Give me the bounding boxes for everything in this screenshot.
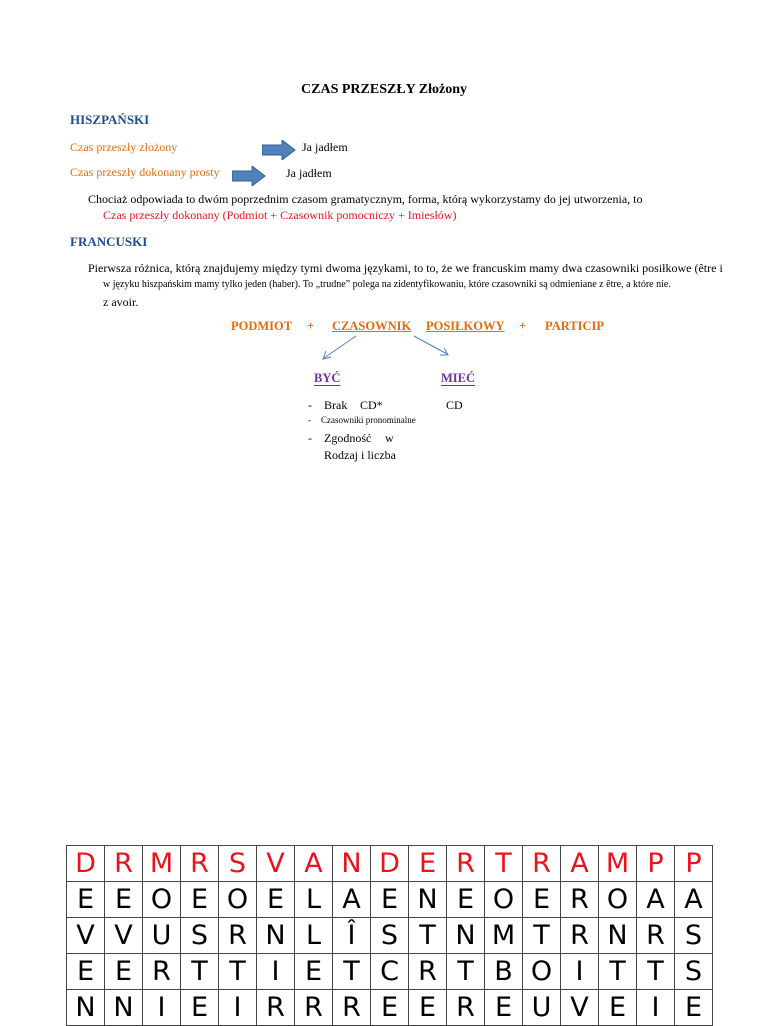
grid-cell: U	[523, 990, 561, 1026]
french-heading: FRANCUSKI	[70, 234, 148, 249]
grid-cell: E	[67, 882, 105, 918]
formula-plus: +	[307, 319, 315, 333]
byc-item-3-b: w	[385, 431, 394, 445]
grid-cell: R	[637, 918, 675, 954]
grid-cell: E	[447, 882, 485, 918]
grid-cell: O	[219, 882, 257, 918]
grid-cell: T	[409, 918, 447, 954]
grid-cell: T	[333, 954, 371, 990]
grid-cell: R	[143, 954, 181, 990]
grid-cell: I	[143, 990, 181, 1026]
grid-cell: I	[219, 990, 257, 1026]
spanish-row2-label: Czas przeszły dokonany prosty	[70, 165, 220, 179]
grid-cell: E	[105, 882, 143, 918]
grid-cell: E	[409, 990, 447, 1026]
grid-cell: V	[105, 918, 143, 954]
grid-cell: D	[371, 846, 409, 882]
formula-subject: PODMIOT	[231, 319, 293, 333]
byc-item-3-a: Zgodność	[324, 431, 372, 445]
miec-label: MIEĆ	[441, 371, 476, 385]
grid-cell: A	[295, 846, 333, 882]
grid-cell: T	[485, 846, 523, 882]
grid-cell: R	[447, 846, 485, 882]
grid-cell: L	[295, 918, 333, 954]
grid-cell: E	[181, 990, 219, 1026]
grid-cell: S	[219, 846, 257, 882]
french-para-line3: z avoir.	[103, 295, 139, 309]
grid-cell: N	[333, 846, 371, 882]
grid-cell: I	[637, 990, 675, 1026]
grid-cell: N	[257, 918, 295, 954]
list-dash: -	[308, 415, 311, 425]
grid-cell: A	[561, 846, 599, 882]
grid-cell: V	[561, 990, 599, 1026]
grid-cell: R	[219, 918, 257, 954]
french-para-line2: w języku hiszpańskim mamy tylko jeden (haber). To „trudne” polega na zidentyfikowaniu, które czasowniki są odmieniane z être, a które nie.	[103, 279, 671, 290]
grid-cell: O	[485, 882, 523, 918]
grid-cell: U	[143, 918, 181, 954]
grid-cell: P	[675, 846, 713, 882]
formula-plus: +	[519, 319, 527, 333]
grid-cell: N	[67, 990, 105, 1026]
grid-cell: S	[675, 918, 713, 954]
grid-cell: Î	[333, 918, 371, 954]
branch-arrows-icon	[318, 334, 453, 362]
grid-cell: L	[295, 882, 333, 918]
miec-item-1: CD	[446, 398, 463, 412]
byc-item-2: Czasowniki pronominalne	[321, 415, 416, 425]
spanish-row1-label: Czas przeszły złożony	[70, 140, 178, 154]
spanish-heading: HISZPAŃSKI	[70, 112, 150, 127]
grid-cell: R	[333, 990, 371, 1026]
grid-cell: M	[143, 846, 181, 882]
grid-row	[67, 954, 713, 990]
grid-cell: R	[447, 990, 485, 1026]
grid-cell: A	[675, 882, 713, 918]
formula-aux: POSIŁKOWY	[426, 319, 505, 333]
grid-cell: O	[599, 882, 637, 918]
byc-item-1-a: Brak	[324, 398, 348, 412]
word-search-grid	[66, 845, 713, 1026]
grid-cell: E	[67, 954, 105, 990]
formula-participle: PARTICIP	[545, 319, 605, 333]
grid-cell: N	[599, 918, 637, 954]
page-title: CZAS PRZESZŁY Złożony	[301, 82, 467, 97]
grid-cell: T	[219, 954, 257, 990]
french-para-text: Pierwsza różnica, którą znajdujemy między tymi dwoma językami, to to, że we francuskim mamy dwa czasowniki posiłkowe (être i	[88, 261, 723, 275]
french-para-line1	[88, 261, 723, 276]
list-dash: -	[308, 398, 312, 412]
grid-cell: O	[143, 882, 181, 918]
grid-cell: R	[561, 918, 599, 954]
grid-cell: N	[409, 882, 447, 918]
grid-cell: R	[295, 990, 333, 1026]
grid-cell: E	[257, 882, 295, 918]
grid-cell: A	[333, 882, 371, 918]
grid-row	[67, 846, 713, 882]
grid-cell: R	[561, 882, 599, 918]
spanish-row1-value: Ja jadłem	[302, 140, 348, 154]
grid-cell: R	[409, 954, 447, 990]
grid-cell: E	[485, 990, 523, 1026]
grid-cell: M	[485, 918, 523, 954]
grid-cell: E	[599, 990, 637, 1026]
formula-verb: CZASOWNIK	[332, 319, 412, 333]
grid-cell: T	[599, 954, 637, 990]
grid-cell: E	[675, 990, 713, 1026]
grid-cell: V	[67, 918, 105, 954]
grid-cell: S	[371, 918, 409, 954]
grid-cell: O	[523, 954, 561, 990]
spanish-note-text: Chociaż odpowiada to dwóm poprzednim czasom gramatycznym, forma, którą wykorzystamy do jej utworzenia, to	[88, 192, 643, 206]
grid-row	[67, 990, 713, 1026]
byc-label: BYĆ	[314, 371, 341, 385]
grid-cell: N	[105, 990, 143, 1026]
grid-cell: T	[523, 918, 561, 954]
grid-cell: C	[371, 954, 409, 990]
grid-cell: M	[599, 846, 637, 882]
grid-cell: A	[637, 882, 675, 918]
grid-cell: T	[181, 954, 219, 990]
spanish-row2-value: Ja jadłem	[286, 166, 332, 180]
right-arrow-icon	[262, 140, 296, 160]
byc-item-1-b: CD*	[360, 398, 383, 412]
grid-cell: E	[105, 954, 143, 990]
grid-cell: E	[523, 882, 561, 918]
grid-cell: R	[105, 846, 143, 882]
grid-cell: E	[295, 954, 333, 990]
grid-cell: T	[637, 954, 675, 990]
list-dash: -	[308, 431, 312, 445]
grid-cell: E	[409, 846, 447, 882]
right-arrow-icon	[232, 166, 266, 186]
grid-cell: R	[181, 846, 219, 882]
grid-cell: D	[67, 846, 105, 882]
grid-row	[67, 918, 713, 954]
grid-cell: S	[675, 954, 713, 990]
grid-cell: V	[257, 846, 295, 882]
byc-item-3-c: Rodzaj i liczba	[324, 448, 396, 462]
spanish-note-line1	[88, 192, 643, 207]
grid-cell: S	[181, 918, 219, 954]
grid-cell: E	[371, 882, 409, 918]
spanish-note-line2: Czas przeszły dokonany (Podmiot + Czasownik pomocniczy + Imiesłów)	[103, 208, 457, 222]
grid-cell: N	[447, 918, 485, 954]
grid-row	[67, 882, 713, 918]
grid-cell: I	[257, 954, 295, 990]
grid-cell: R	[257, 990, 295, 1026]
grid-cell: E	[181, 882, 219, 918]
grid-cell: E	[371, 990, 409, 1026]
grid-cell: B	[485, 954, 523, 990]
grid-cell: R	[523, 846, 561, 882]
grid-cell: T	[447, 954, 485, 990]
grid-cell: P	[637, 846, 675, 882]
grid-cell: I	[561, 954, 599, 990]
